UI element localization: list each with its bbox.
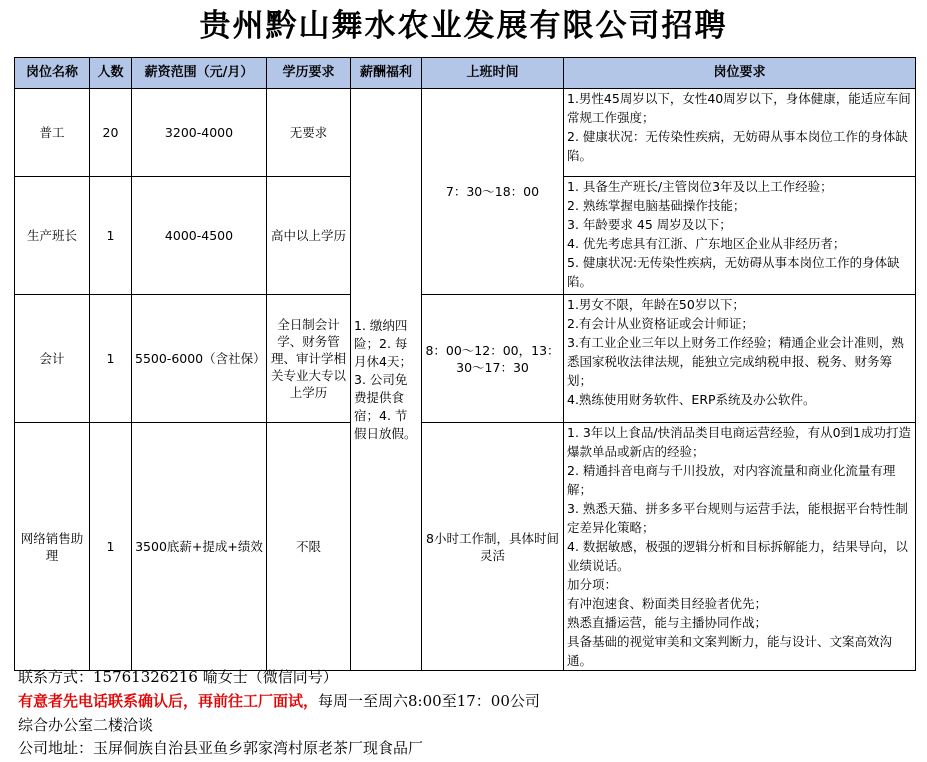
job-position: 会计 [15, 295, 90, 423]
table-row [15, 295, 916, 423]
requirement-line: 有冲泡速食、粉面类目经验者优先； [567, 596, 768, 611]
header-position: 岗位名称 [15, 58, 90, 89]
contact-line: 联系方式：15761326216 喻女士（微信同号） [18, 668, 338, 686]
job-education: 高中以上学历 [267, 177, 351, 295]
job-count: 1 [90, 423, 132, 671]
job-position: 生产班长 [15, 177, 90, 295]
job-requirements [564, 177, 916, 295]
requirement-line: 4. 数据敏感，极强的逻辑分析和目标拆解能力，结果导向，以业绩说话。 [567, 539, 908, 573]
benefits-text: 1. 缴纳四险；2. 每月休4天；3. 公司免费提供食宿；4. 节假日放假。 [354, 317, 417, 441]
requirement-line: 熟悉直播运营，能与主播协同作战； [567, 615, 768, 630]
job-education: 不限 [267, 423, 351, 671]
hours-shift1: 7：30～18：00 [422, 89, 564, 295]
job-education: 无要求 [267, 89, 351, 177]
hours-shift3: 8小时工作制，具体时间灵活 [422, 423, 564, 671]
header-benefits: 薪酬福利 [351, 58, 422, 89]
requirement-line: 3.有工业企业三年以上财务工作经验；精通企业会计准则，熟悉国家税收法律法规，能独立完成纳税申报、税务、财务筹划； [567, 335, 904, 388]
hours-shift2: 8：00～12：00，13：30～17：30 [422, 295, 564, 423]
job-education: 全日制会计学、财务管理、审计学相关专业大专以上学历 [267, 295, 351, 423]
office-line: 综合办公室二楼洽谈 [18, 716, 154, 734]
header-salary: 薪资范围（元/月） [132, 58, 267, 89]
notice-schedule: 每周一至周六8:00至17：00公司 [318, 692, 540, 710]
table-header-row [15, 58, 916, 89]
table-row [15, 89, 916, 177]
job-count: 1 [90, 177, 132, 295]
recruitment-table [14, 57, 916, 671]
job-salary: 5500-6000（含社保） [132, 295, 267, 423]
table-row [15, 423, 916, 671]
requirement-line: 2. 熟练掌握电脑基础操作技能； [567, 198, 746, 213]
requirement-line: 4.熟练使用财务软件、ERP系统及办公软件。 [567, 392, 816, 407]
requirement-line: 2. 健康状况：无传染性疾病，无妨碍从事本岗位工作的身体缺陷。 [567, 129, 908, 163]
benefits-cell [351, 89, 422, 671]
requirement-line: 加分项： [567, 577, 618, 592]
notice-emphasis: 有意者先电话联系确认后，再前往工厂面试， [18, 692, 319, 710]
job-salary: 4000-4500 [132, 177, 267, 295]
job-salary: 3500底薪+提成+绩效 [132, 423, 267, 671]
requirement-line: 3. 熟悉天猫、拼多多平台规则与运营手法，能根据平台特性制定差异化策略； [567, 501, 908, 535]
job-position: 普工 [15, 89, 90, 177]
header-count: 人数 [90, 58, 132, 89]
requirement-line: 2. 精通抖音电商与千川投放，对内容流量和商业化流量有理解； [567, 463, 896, 497]
job-requirements [564, 423, 916, 671]
requirement-line: 1. 具备生产班长/主管岗位3年及以上工作经验； [567, 179, 833, 194]
header-hours: 上班时间 [422, 58, 564, 89]
notice-line [18, 690, 918, 712]
address-line: 公司地址：玉屏侗族自治县亚鱼乡郭家湾村原老茶厂现食品厂 [18, 739, 424, 757]
requirement-line: 3. 年龄要求 45 周岁及以下； [567, 217, 732, 232]
job-salary: 3200-4000 [132, 89, 267, 177]
header-requirements: 岗位要求 [564, 58, 916, 89]
requirement-line: 具备基础的视觉审美和文案判断力，能与设计、文案高效沟通。 [567, 634, 893, 668]
header-education: 学历要求 [267, 58, 351, 89]
requirement-line: 2.有会计从业资格证或会计师证； [567, 316, 754, 331]
requirement-line: 1.男性45周岁以下，女性40周岁以下，身体健康，能适应车间常规工作强度； [567, 91, 911, 125]
job-requirements [564, 89, 916, 177]
job-count: 1 [90, 295, 132, 423]
job-position: 网络销售助理 [15, 423, 90, 671]
job-requirements [564, 295, 916, 423]
requirement-line: 5. 健康状况:无传染性疾病，无妨碍从事本岗位工作的身体缺陷。 [567, 255, 900, 289]
page-title: 贵州黔山舞水农业发展有限公司招聘 [199, 8, 728, 44]
requirement-line: 4. 优先考虑具有江浙、广东地区企业从非经历者； [567, 236, 846, 251]
requirement-line: 1. 3年以上食品/快消品类目电商运营经验，有从0到1成功打造爆款单品或新店的经验； [567, 425, 911, 459]
job-count: 20 [90, 89, 132, 177]
requirement-line: 1.男女不限，年龄在50岁以下； [567, 297, 745, 312]
